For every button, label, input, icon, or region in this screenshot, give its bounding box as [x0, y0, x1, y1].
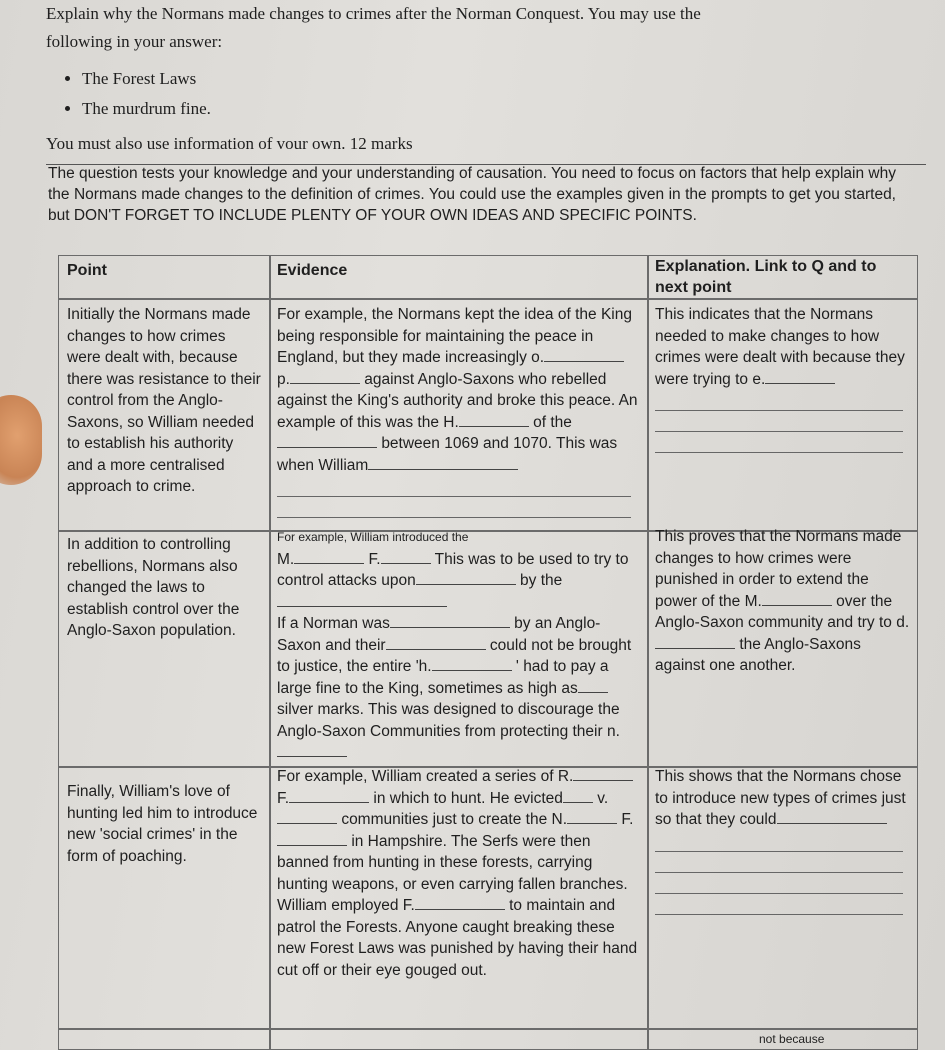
answer-line — [655, 390, 903, 411]
answer-blank — [277, 592, 447, 607]
answer-line — [655, 411, 903, 432]
marks-line: You must also use information of vour own. 12 marks — [46, 134, 413, 153]
bullet-murdrum-fine: • The murdrum fine. — [82, 94, 926, 124]
answer-blank — [294, 549, 364, 564]
answer-line — [655, 852, 903, 873]
answer-blank — [277, 809, 337, 824]
answer-blank — [459, 412, 529, 427]
answer-blank — [390, 613, 510, 628]
header-evidence: Evidence — [277, 262, 348, 279]
answer-line — [655, 894, 903, 915]
question-prompt: Explain why the Normans made changes to crimes after the Norman Conquest. You may use the following in your answer: — [46, 4, 701, 51]
bullet-forest-laws: • The Forest Laws — [82, 64, 926, 94]
row3-evidence: For example, William created a series of R. F. in which to hunt. He evicted v. communities just to create the N. F. in Hampshire. The Serfs were then banned from hunting in these forests, carrying hunting weapons, or even carrying fallen branches. William employed F. to maintain and patrol the Forests. Anyone caught breaking these new Forest Laws was punished by having their hand cut off or their eye gouged out. — [277, 768, 638, 979]
answer-blank — [381, 549, 431, 564]
row2-explanation: This proves that the Normans made changes to how crimes were punished in order to extend the power of the M. over the Anglo-Saxon community and try to d. the Anglo-Saxons against one another. — [655, 528, 910, 674]
row1-point: Initially the Normans made changes to how crimes were dealt with, because there was resistance to their control from the Anglo-Saxons, so William needed to establish his authority and a more centralised approach to crime. — [67, 306, 261, 495]
intro-paragraph: The question tests your knowledge and your understanding of causation. You need to focus on factors that help explain why the Normans made changes to the definition of crimes. You could use the examples given in the prompts to get you started, but DON'T FORGET TO INCLUDE PLENTY OF YOUR OWN IDEAS AND SPECIFIC POINTS. — [48, 165, 896, 224]
header-point: Point — [67, 262, 107, 279]
row-divider — [59, 1028, 917, 1030]
answer-line — [655, 831, 903, 852]
column-divider — [647, 256, 649, 1049]
answer-table — [58, 255, 918, 1050]
answer-line — [277, 497, 631, 518]
answer-blank — [777, 809, 887, 824]
question-box — [46, 0, 926, 165]
answer-blank — [432, 656, 512, 671]
row3-point: Finally, William's love of hunting led him to introduce new 'social crimes' in the form of poaching. — [67, 783, 258, 865]
answer-blank — [416, 570, 516, 585]
answer-blank — [289, 788, 369, 803]
row1-evidence: For example, the Normans kept the idea of the King being responsible for maintaining the peace in England, but they made increasingly o. p. against Anglo-Saxons who rebelled against the King's authority and broke this peace. An example of this was the H. of the between 1069 and 1070. This was when William — [277, 304, 641, 518]
answer-blank — [655, 634, 735, 649]
answer-blank — [567, 809, 617, 824]
answer-blank — [415, 895, 505, 910]
answer-blank — [762, 591, 832, 606]
answer-blank — [290, 369, 360, 384]
answer-blank — [765, 369, 835, 384]
answer-blank — [277, 831, 347, 846]
answer-blank — [368, 455, 518, 470]
row2-point: In addition to controlling rebellions, Normans also changed the laws to establish control over the Anglo-Saxon population. — [67, 536, 240, 639]
row3-explanation: This shows that the Normans chose to introduce new types of crimes just so that they could — [655, 766, 913, 915]
question-bullets — [46, 64, 926, 124]
row2-evidence: For example, William introduced the M. F. This was to be used to try to control attacks upon by the If a Norman was by an Anglo-Saxon and their could not be brought to justice, the entire 'h. ' had to pay a large fine to the King, sometimes as high as silver marks. This was designed to discourage the Anglo-Saxon Communities from protecting their n. — [277, 526, 641, 764]
answer-line — [655, 873, 903, 894]
answer-blank — [277, 742, 347, 757]
answer-blank — [386, 635, 486, 650]
answer-blank — [563, 788, 593, 803]
answer-blank — [544, 347, 624, 362]
answer-line — [277, 476, 631, 497]
answer-blank — [573, 766, 633, 781]
footer-fragment: not because — [759, 1032, 825, 1046]
answer-blank — [277, 433, 377, 448]
row-divider — [59, 298, 917, 300]
answer-blank — [578, 678, 608, 693]
column-divider — [269, 256, 271, 1049]
thumb-photo-artifact — [0, 395, 42, 485]
row1-explanation: This indicates that the Normans needed to make changes to how crimes were dealt with because they were trying to e. — [655, 304, 913, 453]
answer-line — [655, 432, 903, 453]
header-explanation: Explanation. Link to Q and to next point — [655, 258, 877, 296]
